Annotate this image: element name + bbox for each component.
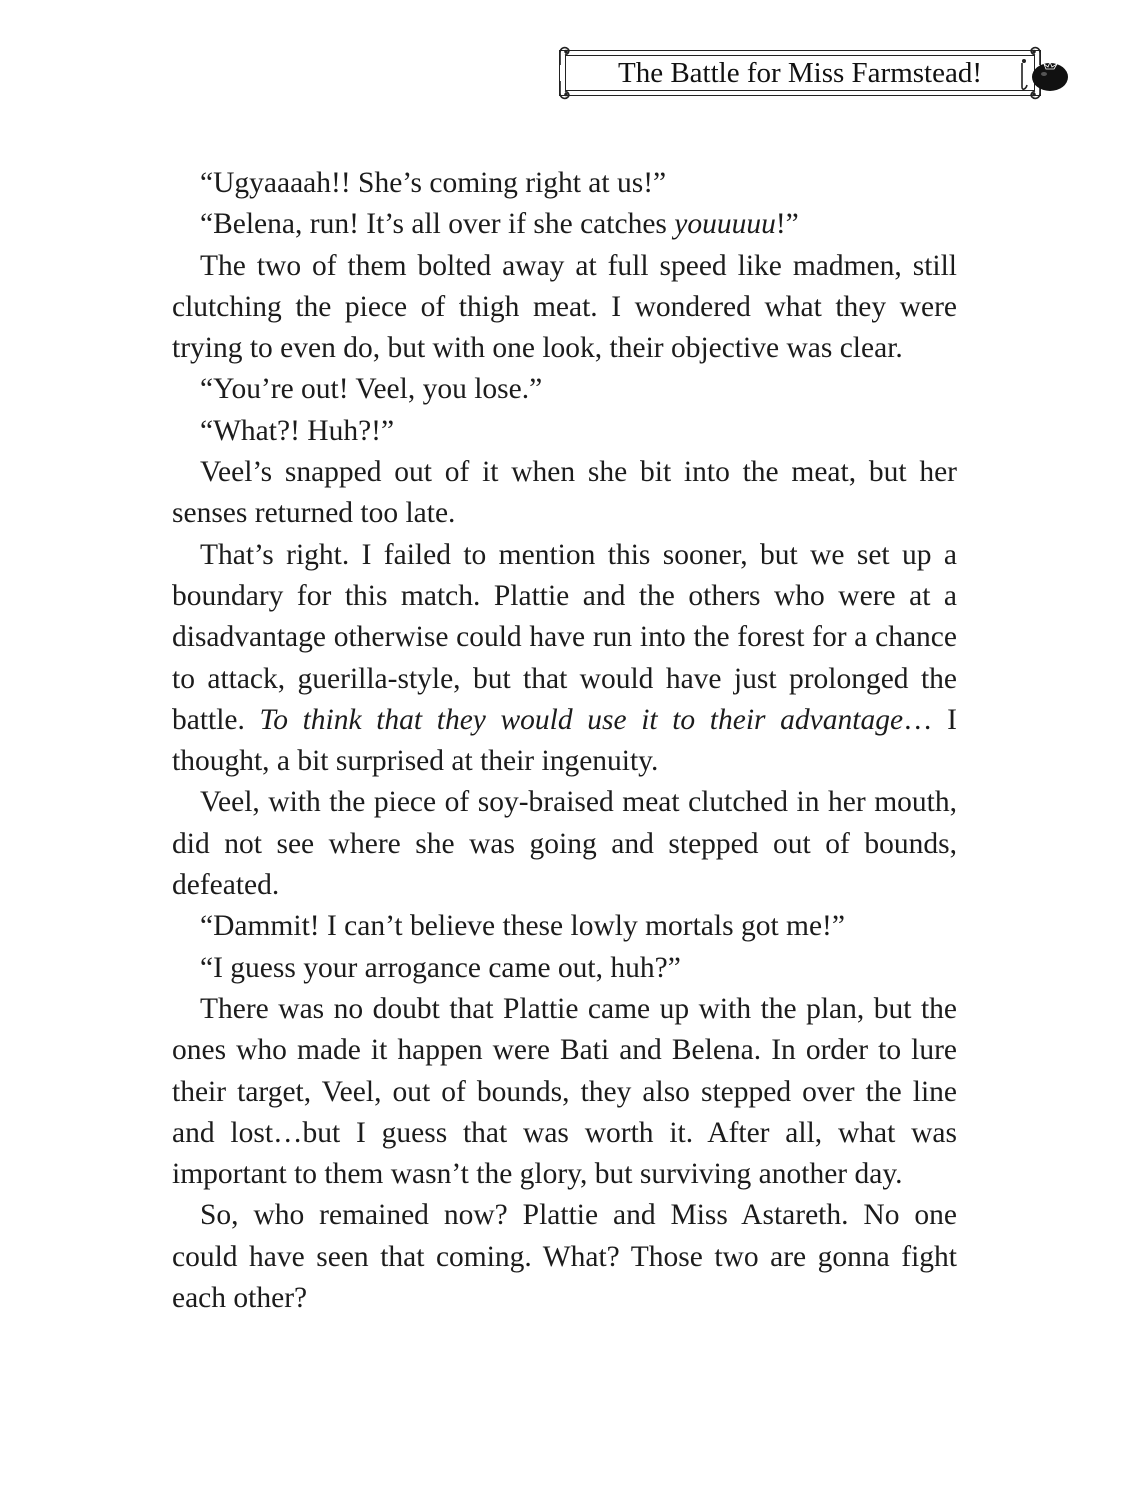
paragraph: The two of them bolted away at full speed like madmen, still clutching the piece of thigh meat. I wondered what they were trying to even do, but with one look, their objective was clear. — [172, 249, 957, 365]
paragraph — [172, 204, 957, 245]
italic-text: youuuuu — [674, 208, 776, 241]
paragraph: Veel’s snapped out of it when she bit into the meat, but her senses returned too late. — [172, 456, 957, 530]
paragraph: So, who remained now? Plattie and Miss Astareth. No one could have seen that coming. What? Those two are gonna fight each other? — [172, 1199, 957, 1315]
tomato-icon — [1018, 55, 1074, 95]
paragraph: Veel, with the piece of soy-braised meat clutched in her mouth, did not see where she was going and stepped out of bounds, defeated. — [172, 786, 957, 902]
paragraph-text: … I thought, a bit surprised at their ingenuity. — [172, 703, 957, 778]
paragraph: “I guess your arrogance came out, huh?” — [200, 951, 681, 984]
italic-text: To think that they would use it to their advantage — [259, 703, 904, 736]
paragraph: “Ugyaaaah!! She’s coming right at us!” — [200, 167, 667, 199]
paragraph-text: “Belena, run! It’s all over if she catches — [200, 208, 675, 241]
paragraph: “You’re out! Veel, you lose.” — [200, 373, 543, 406]
paragraph: There was no doubt that Plattie came up with the plan, but the ones who made it happen were Bati and Belena. In order to lure their target, Veel, out of bounds, they also stepped over the line and lost…but I guess that was worth it. After all, what was important to them wasn’t the glory, but surviving another day. — [172, 992, 957, 1191]
paragraph: “Dammit! I can’t believe these lowly mortals got me!” — [200, 910, 845, 943]
body-text — [172, 163, 957, 1319]
paragraph: “What?! Huh?!” — [200, 414, 395, 447]
running-header — [553, 44, 1047, 102]
paragraph-text: That’s right. I failed to mention this sooner, but we set up a boundary for this match. Plattie and the others who were at a disadvantage otherwise could have run into the forest for a chance to attack, guerilla-style, but that would have just prolonged the battle. — [172, 538, 957, 736]
header-title: The Battle for Miss Farmstead! — [617, 57, 983, 89]
paragraph — [172, 535, 957, 783]
paragraph-text: !” — [775, 208, 799, 241]
